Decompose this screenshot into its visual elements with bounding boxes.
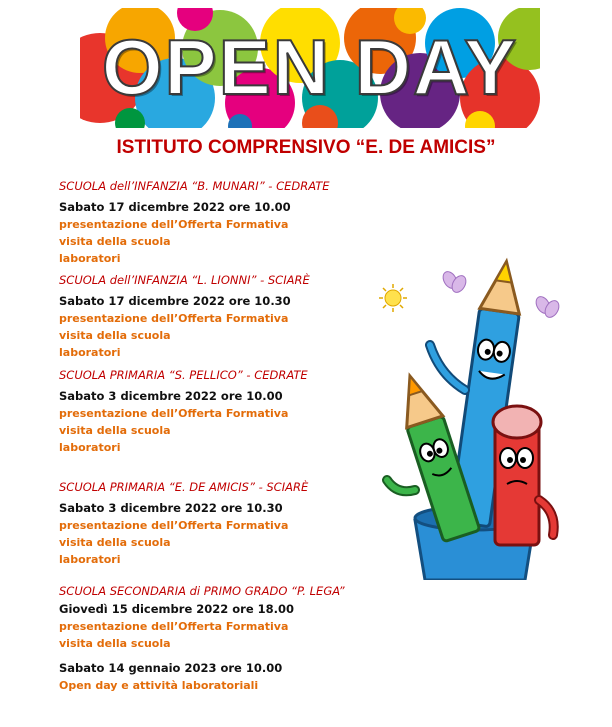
school-block-munari xyxy=(59,178,379,267)
school-name: SCUOLA PRIMARIA “S. PELLICO” - CEDRATE xyxy=(59,368,308,382)
sun-doodle-icon xyxy=(379,284,407,312)
school-name: SCUOLA PRIMARIA “E. DE AMICIS” - SCIARÈ xyxy=(59,480,309,494)
event-date: Sabato 3 dicembre 2022 ore 10.00 xyxy=(59,389,283,403)
school-name: SCUOLA SECONDARIA di PRIMO GRADO “P. LEGA” xyxy=(59,584,345,598)
activity-item: presentazione dell’Offerta Formativa xyxy=(59,620,289,633)
school-block-de-amicis xyxy=(59,479,379,568)
activity-item: presentazione dell’Offerta Formativa xyxy=(59,519,289,532)
activity-item: Open day e attività laboratoriali xyxy=(59,679,259,692)
pencil-characters-illustration xyxy=(375,250,570,580)
activity-item: laboratori xyxy=(59,346,121,359)
event-date: Giovedì 15 dicembre 2022 ore 18.00 xyxy=(59,602,295,616)
activity-item: visita della scuola xyxy=(59,235,171,248)
butterfly-doodle-icon xyxy=(533,294,561,320)
school-block-lionni xyxy=(59,272,379,361)
event-date: Sabato 14 gennaio 2023 ore 10.00 xyxy=(59,661,283,675)
activity-item: laboratori xyxy=(59,252,121,265)
activity-item: presentazione dell’Offerta Formativa xyxy=(59,312,289,325)
activity-item: laboratori xyxy=(59,441,121,454)
activity-item: presentazione dell’Offerta Formativa xyxy=(59,407,289,420)
school-name: SCUOLA dell’INFANZIA “L. LIONNI” - SCIARÈ xyxy=(59,273,310,287)
banner-title: OPEN DAY xyxy=(101,23,519,111)
activity-item: laboratori xyxy=(59,553,121,566)
school-block-lega-extra xyxy=(59,660,379,694)
activity-item: visita della scuola xyxy=(59,637,171,650)
event-date: Sabato 17 dicembre 2022 ore 10.00 xyxy=(59,200,291,214)
activity-item: visita della scuola xyxy=(59,424,171,437)
activity-item: visita della scuola xyxy=(59,536,171,549)
open-day-banner xyxy=(80,8,540,128)
school-block-pellico xyxy=(59,367,379,456)
activity-item: presentazione dell’Offerta Formativa xyxy=(59,218,289,231)
activity-item: visita della scuola xyxy=(59,329,171,342)
school-name: SCUOLA dell’INFANZIA “B. MUNARI” - CEDRATE xyxy=(59,179,330,193)
page-title: ISTITUTO COMPRENSIVO “E. DE AMICIS” xyxy=(116,137,496,158)
event-date: Sabato 17 dicembre 2022 ore 10.30 xyxy=(59,294,291,308)
school-block-lega xyxy=(59,583,379,652)
butterfly-doodle-icon xyxy=(440,269,468,295)
event-date: Sabato 3 dicembre 2022 ore 10.30 xyxy=(59,501,283,515)
